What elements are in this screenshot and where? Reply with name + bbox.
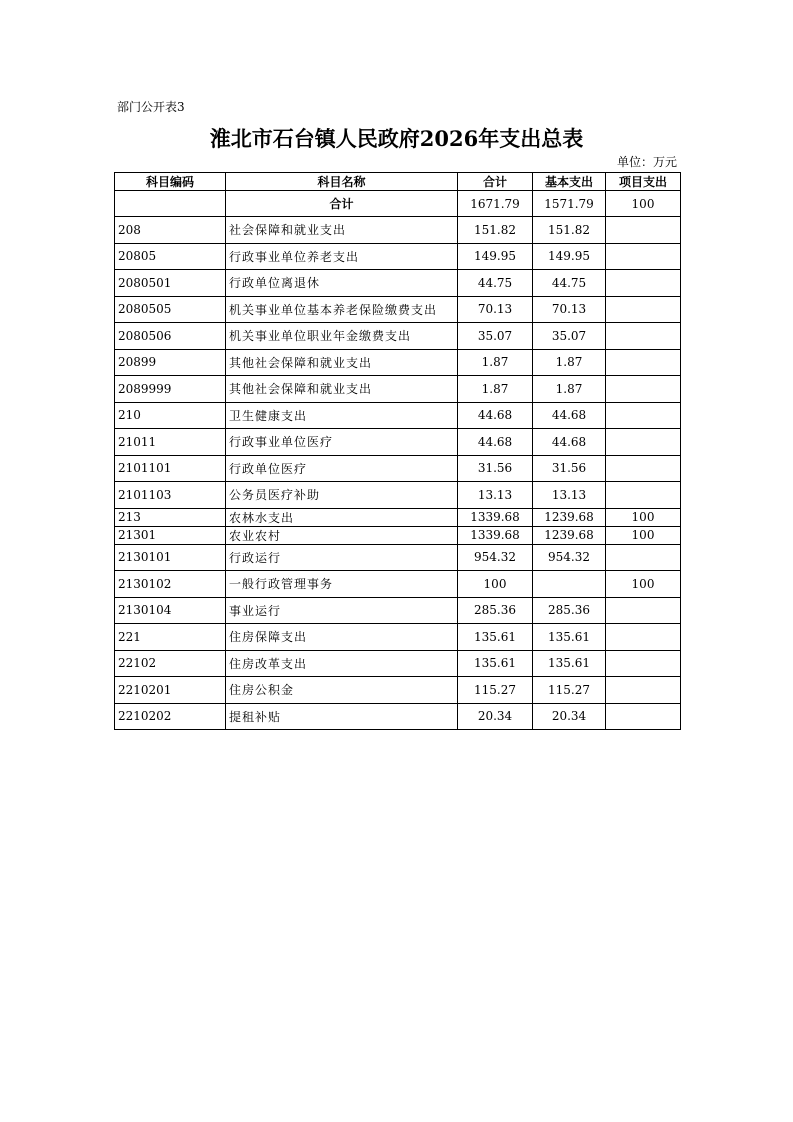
cell-basic: 1.87 [533, 376, 606, 403]
cell-name: 住房保障支出 [226, 624, 458, 651]
cell-code: 20805 [115, 243, 226, 270]
cell-basic: 44.68 [533, 429, 606, 456]
cell-project [606, 544, 681, 571]
cell-code: 20899 [115, 349, 226, 376]
cell-project: 100 [606, 571, 681, 598]
cell-basic: 1.87 [533, 349, 606, 376]
cell-total: 1.87 [458, 349, 533, 376]
cell-project: 100 [606, 526, 681, 544]
cell-code: 2080505 [115, 296, 226, 323]
table-row [115, 217, 681, 244]
cell-project [606, 482, 681, 509]
total-row [115, 191, 681, 217]
table-row [115, 270, 681, 297]
cell-name: 其他社会保障和就业支出 [226, 376, 458, 403]
cell-basic: 285.36 [533, 597, 606, 624]
cell-name: 其他社会保障和就业支出 [226, 349, 458, 376]
cell-project [606, 429, 681, 456]
cell-project [606, 703, 681, 730]
cell-code: 208 [115, 217, 226, 244]
cell-project [606, 243, 681, 270]
cell-basic: 35.07 [533, 323, 606, 350]
table-row [115, 571, 681, 598]
cell-name: 公务员医疗补助 [226, 482, 458, 509]
cell-code: 2080506 [115, 323, 226, 350]
cell-total: 149.95 [458, 243, 533, 270]
cell-name: 机关事业单位基本养老保险缴费支出 [226, 296, 458, 323]
table-row [115, 677, 681, 704]
header-basic: 基本支出 [533, 173, 606, 191]
table-row [115, 597, 681, 624]
cell-total: 285.36 [458, 597, 533, 624]
cell-total: 35.07 [458, 323, 533, 350]
cell-code [115, 191, 226, 217]
cell-basic: 1239.68 [533, 526, 606, 544]
cell-total: 44.68 [458, 402, 533, 429]
page-title: 淮北市石台镇人民政府2026年支出总表 [209, 126, 584, 151]
cell-name: 行政运行 [226, 544, 458, 571]
cell-basic: 151.82 [533, 217, 606, 244]
cell-project [606, 296, 681, 323]
cell-basic: 13.13 [533, 482, 606, 509]
cell-project [606, 376, 681, 403]
cell-code: 21301 [115, 526, 226, 544]
cell-name: 住房公积金 [226, 677, 458, 704]
cell-code: 2080501 [115, 270, 226, 297]
cell-total: 954.32 [458, 544, 533, 571]
cell-total: 135.61 [458, 624, 533, 651]
cell-project [606, 455, 681, 482]
cell-project [606, 650, 681, 677]
cell-basic: 70.13 [533, 296, 606, 323]
cell-code: 2089999 [115, 376, 226, 403]
cell-total: 100 [458, 571, 533, 598]
cell-basic: 20.34 [533, 703, 606, 730]
cell-total: 151.82 [458, 217, 533, 244]
cell-basic: 115.27 [533, 677, 606, 704]
table-row [115, 455, 681, 482]
cell-name: 行政事业单位养老支出 [226, 243, 458, 270]
cell-total: 1671.79 [458, 191, 533, 217]
cell-code: 2101103 [115, 482, 226, 509]
table-row [115, 703, 681, 730]
cell-basic: 31.56 [533, 455, 606, 482]
cell-total: 1339.68 [458, 526, 533, 544]
cell-code: 2210202 [115, 703, 226, 730]
cell-total: 70.13 [458, 296, 533, 323]
cell-basic: 135.61 [533, 650, 606, 677]
cell-code: 2130102 [115, 571, 226, 598]
cell-project [606, 349, 681, 376]
cell-name: 行政单位医疗 [226, 455, 458, 482]
cell-total: 44.68 [458, 429, 533, 456]
cell-basic: 44.68 [533, 402, 606, 429]
table-row [115, 544, 681, 571]
cell-project [606, 217, 681, 244]
cell-name: 行政单位离退休 [226, 270, 458, 297]
table-row [115, 349, 681, 376]
cell-basic: 954.32 [533, 544, 606, 571]
expenditure-table [114, 172, 681, 730]
table-header-row [115, 173, 681, 191]
cell-total: 20.34 [458, 703, 533, 730]
unit-label: 单位：万元 [616, 155, 677, 169]
cell-code: 2130101 [115, 544, 226, 571]
cell-basic: 1239.68 [533, 508, 606, 526]
header-total: 合计 [458, 173, 533, 191]
cell-basic: 149.95 [533, 243, 606, 270]
document-label: 部门公开表3 [117, 100, 185, 114]
cell-code: 2130104 [115, 597, 226, 624]
header-project: 项目支出 [606, 173, 681, 191]
cell-basic: 44.75 [533, 270, 606, 297]
table-row [115, 243, 681, 270]
table-row [115, 323, 681, 350]
cell-name: 机关事业单位职业年金缴费支出 [226, 323, 458, 350]
cell-project [606, 624, 681, 651]
cell-code: 21011 [115, 429, 226, 456]
cell-name: 社会保障和就业支出 [226, 217, 458, 244]
cell-code: 2210201 [115, 677, 226, 704]
table-row [115, 296, 681, 323]
cell-total: 115.27 [458, 677, 533, 704]
cell-total: 13.13 [458, 482, 533, 509]
cell-basic: 1571.79 [533, 191, 606, 217]
cell-name: 一般行政管理事务 [226, 571, 458, 598]
cell-total: 44.75 [458, 270, 533, 297]
cell-total: 1.87 [458, 376, 533, 403]
cell-name: 合计 [226, 191, 458, 217]
table-row [115, 429, 681, 456]
cell-name: 卫生健康支出 [226, 402, 458, 429]
cell-code: 22102 [115, 650, 226, 677]
cell-name: 事业运行 [226, 597, 458, 624]
cell-project: 100 [606, 508, 681, 526]
table-row [115, 508, 681, 526]
table-row [115, 650, 681, 677]
cell-code: 210 [115, 402, 226, 429]
table-row [115, 624, 681, 651]
cell-project [606, 677, 681, 704]
cell-name: 提租补贴 [226, 703, 458, 730]
cell-code: 221 [115, 624, 226, 651]
cell-project: 100 [606, 191, 681, 217]
cell-name: 农林水支出 [226, 508, 458, 526]
table-row [115, 376, 681, 403]
cell-total: 31.56 [458, 455, 533, 482]
cell-basic [533, 571, 606, 598]
table-row [115, 526, 681, 544]
cell-code: 2101101 [115, 455, 226, 482]
cell-name: 住房改革支出 [226, 650, 458, 677]
cell-total: 135.61 [458, 650, 533, 677]
cell-total: 1339.68 [458, 508, 533, 526]
table-row [115, 402, 681, 429]
header-name: 科目名称 [226, 173, 458, 191]
table-row [115, 482, 681, 509]
cell-basic: 135.61 [533, 624, 606, 651]
cell-project [606, 270, 681, 297]
cell-code: 213 [115, 508, 226, 526]
cell-project [606, 323, 681, 350]
cell-project [606, 597, 681, 624]
cell-project [606, 402, 681, 429]
cell-name: 行政事业单位医疗 [226, 429, 458, 456]
header-code: 科目编码 [115, 173, 226, 191]
cell-name: 农业农村 [226, 526, 458, 544]
